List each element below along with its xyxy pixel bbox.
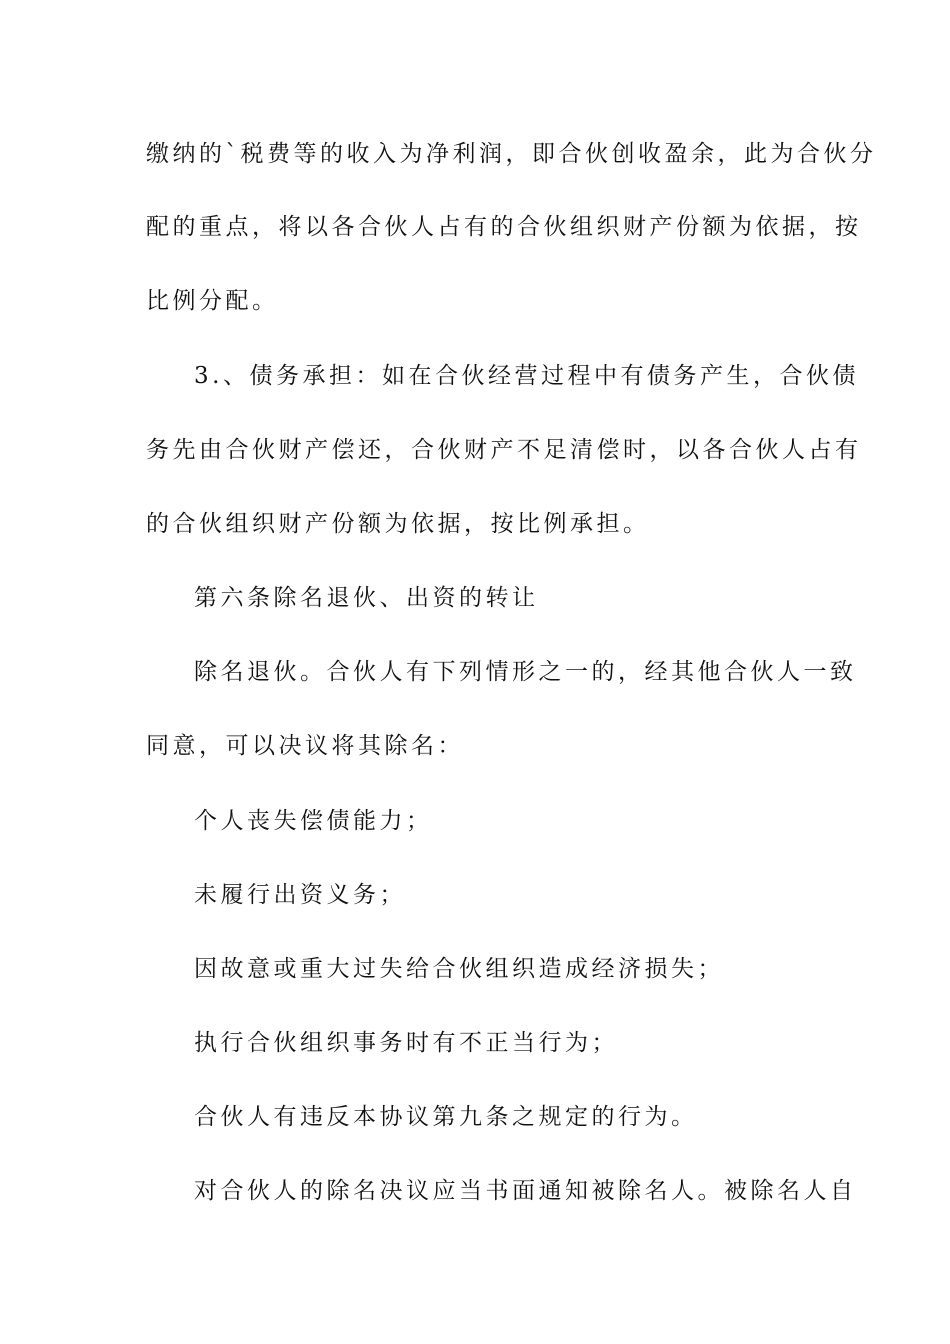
text-line: 除名退伙。合伙人有下列情形之一的，经其他合伙人一致	[194, 659, 857, 685]
list-item: 执行合伙组织事务时有不正当行为；	[194, 1030, 618, 1056]
text-line: 配的重点，将以各合伙人占有的合伙组织财产份额为依据，按	[146, 214, 862, 240]
text-line: 对合伙人的除名决议应当书面通知被除名人。被除名人自	[194, 1178, 857, 1204]
text-line: 同意，可以决议将其除名：	[146, 733, 464, 759]
list-item: 个人丧失偿债能力；	[194, 808, 433, 834]
text-line: 的合伙组织财产份额为依据，按比例承担。	[146, 511, 650, 537]
list-item: 未履行出资义务；	[194, 882, 406, 908]
text-line: 比例分配。	[146, 288, 279, 314]
text-line: 3.、债务承担：如在合伙经营过程中有债务产生，合伙债	[194, 363, 859, 389]
list-item: 合伙人有违反本协议第九条之规定的行为。	[194, 1104, 698, 1130]
text-line: 缴纳的`税费等的收入为净利润，即合伙创收盈余，此为合伙分	[146, 141, 877, 167]
section-heading: 第六条除名退伙、出资的转让	[194, 585, 539, 611]
list-item: 因故意或重大过失给合伙组织造成经济损失；	[194, 956, 724, 982]
text-line: 务先由合伙财产偿还，合伙财产不足清偿时，以各合伙人占有	[146, 437, 862, 463]
